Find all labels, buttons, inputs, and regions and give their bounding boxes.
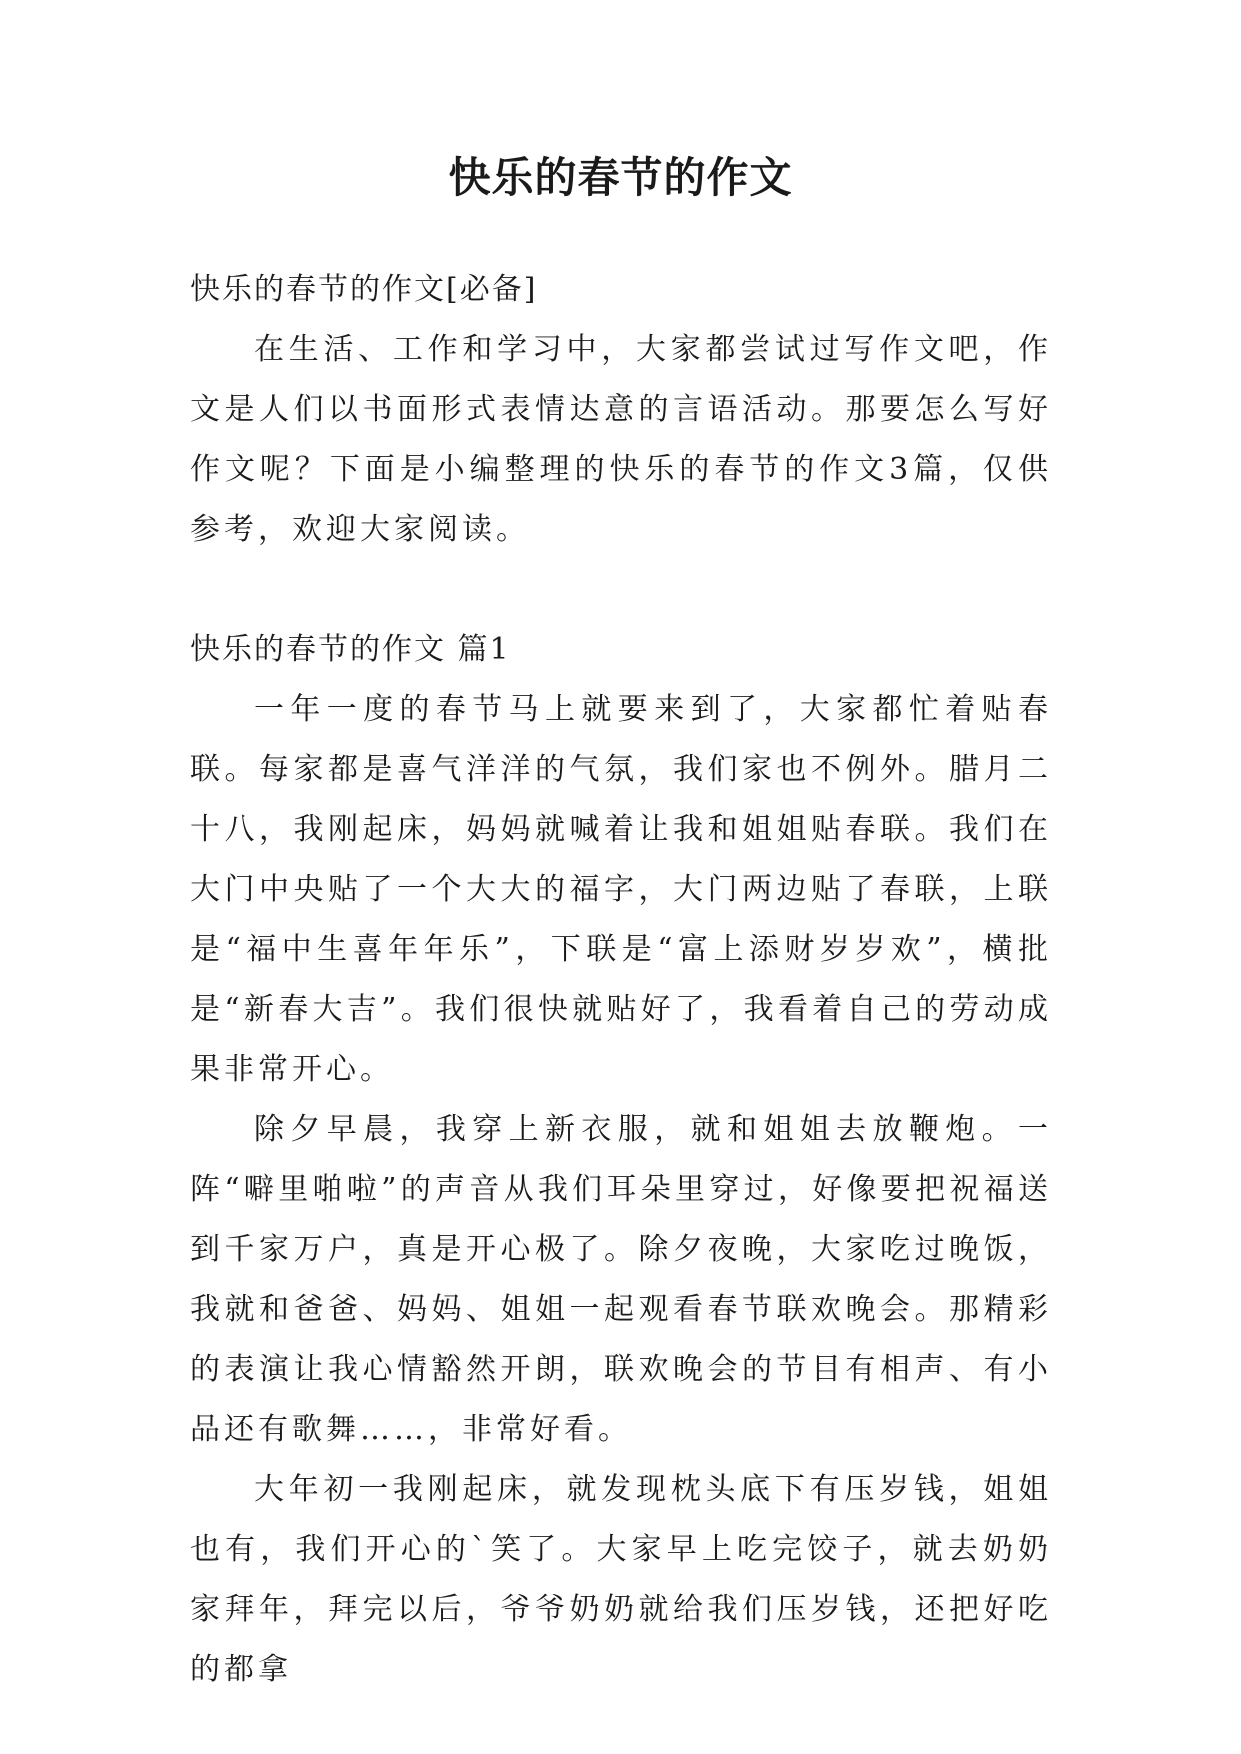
document-body [190, 260, 1052, 1700]
document-subtitle: 快乐的春节的作文[必备] [190, 272, 538, 307]
section-heading: 快乐的春节的作文 篇1 [190, 632, 511, 667]
body-paragraph-3: 大年初一我刚起床，就发现枕头底下有压岁钱，姐姐也有，我们开心的`笑了。大家早上吃完饺子，就去奶奶家拜年，拜完以后，爷爷奶奶就给我们压岁钱，还把好吃的都拿 [190, 1472, 1052, 1687]
intro-paragraph: 在生活、工作和学习中，大家都尝试过写作文吧，作文是人们以书面形式表情达意的言语活动。那要怎么写好作文呢？下面是小编整理的快乐的春节的作文3篇，仅供参考，欢迎大家阅读。 [190, 332, 1052, 547]
document-title: 快乐的春节的作文 [448, 153, 793, 202]
body-paragraph-1: 一年一度的春节马上就要来到了，大家都忙着贴春联。每家都是喜气洋洋的气氛，我们家也不例外。腊月二十八，我刚起床，妈妈就喊着让我和姐姐贴春联。我们在大门中央贴了一个大大的福字，大门两边贴了春联，上联是“福中生喜年年乐”，下联是“富上添财岁岁欢”，横批是“新春大吉”。我们很快就贴好了，我看着自己的劳动成果非常开心。 [190, 692, 1052, 1087]
section-spacer [190, 560, 1052, 620]
body-paragraph-2: 除夕早晨，我穿上新衣服，就和姐姐去放鞭炮。一阵“噼里啪啦”的声音从我们耳朵里穿过，好像要把祝福送到千家万户，真是开心极了。除夕夜晚，大家吃过晚饭，我就和爸爸、妈妈、姐姐一起观看春节联欢晚会。那精彩的表演让我心情豁然开朗，联欢晚会的节目有相声、有小品还有歌舞……，非常好看。 [190, 1112, 1052, 1447]
